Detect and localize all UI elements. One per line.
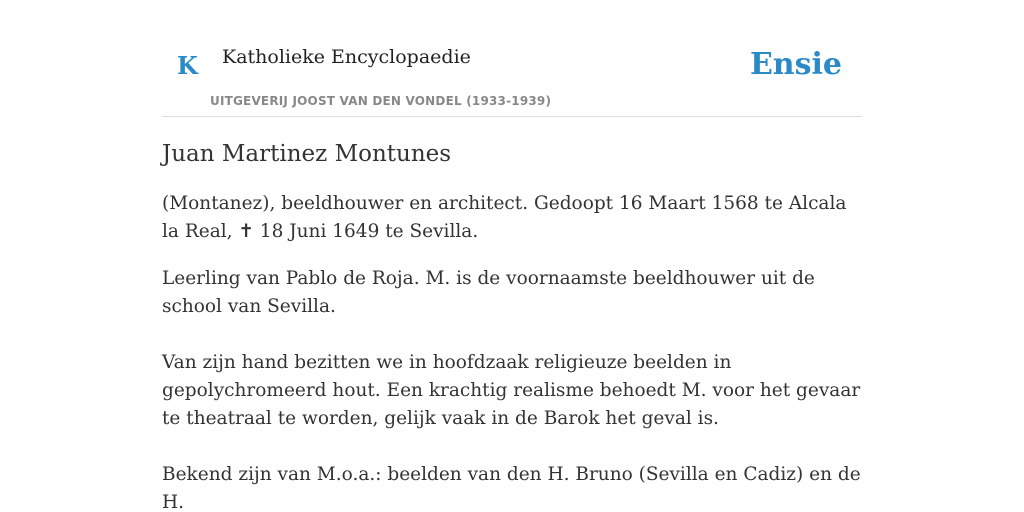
article-title: Juan Martinez Montunes	[162, 141, 452, 167]
article-paragraph: Bekend zijn van M.o.a.: beelden van den H. Bruno (Sevilla en Cadiz) en de H.	[162, 464, 861, 512]
logo-k-icon[interactable]: K	[177, 51, 198, 80]
article-paragraph: (Montanez), beeldhouwer en architect. Gedoopt 16 Maart 1568 te Alcala la Real, ✝ 18 Juni 1649 te Sevilla.	[162, 193, 847, 242]
article-paragraph: Van zijn hand bezitten we in hoofdzaak religieuze beelden in gepolychromeerd hout. Een krachtig realisme behoedt M. voor het gevaar te theatraal te worden, gelijk vaak in de Barok het geval is.	[162, 352, 861, 429]
site-header	[162, 0, 862, 117]
publisher-label: UITGEVERIJ JOOST VAN DEN VONDEL (1933-1939)	[210, 94, 552, 108]
article-content	[162, 138, 862, 512]
site-title[interactable]: Katholieke Encyclopaedie	[222, 46, 471, 68]
article-paragraph: Leerling van Pablo de Roja. M. is de voornaamste beeldhouwer uit de school van Sevilla.	[162, 268, 815, 317]
brand-logo-link[interactable]: Ensie	[749, 47, 842, 82]
